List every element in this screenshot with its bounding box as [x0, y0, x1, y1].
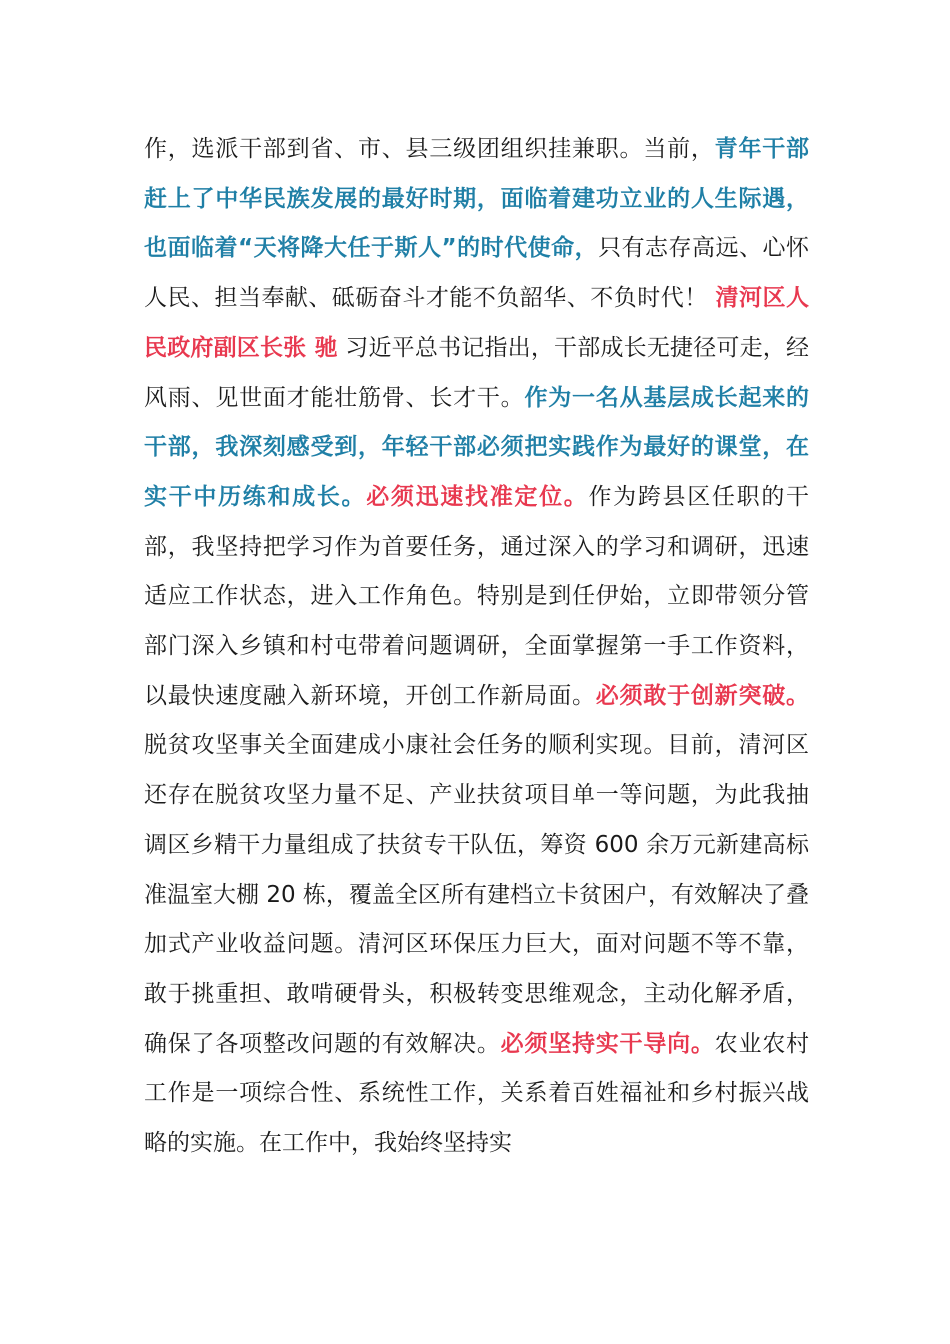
subheading-red: 必须迅速找准定位。 — [366, 483, 589, 510]
text-segment: 农业农村工作是一项综合性、系统性工作，关系着百姓福祉和乡村振兴战略的实施。在工作中，我始终坚持实 — [144, 1030, 810, 1157]
highlight-segment-blue: 作为一名从基层成长起来的干部，我深刻感受到，年轻干部必须把实践作为最好的课堂，在实干中历练和成长。 — [144, 384, 810, 510]
document-page — [144, 125, 809, 1169]
text-segment: 只有志存高远、心怀人民、担当奉献、砥砺奋斗才能不负韶华、不负时代！ — [144, 235, 810, 312]
subheading-red: 必须坚持实干导向。 — [500, 1030, 715, 1057]
body-paragraph — [144, 125, 809, 1169]
subheading-red: 必须敢于创新突破。 — [595, 682, 810, 709]
speaker-name: 清河区人民政府副区长张 驰 — [144, 285, 810, 361]
text-segment: 习近平总书记指出，干部成长无捷径可走，经风雨、见世面才能壮筋骨、长才干。 — [144, 334, 810, 411]
text-segment: 作为跨县区任职的干部，我坚持把学习作为首要任务，通过深入的学习和调研，迅速适应工作状态，进入工作角色。特别是到任伊始，立即带领分管部门深入乡镇和村屯带着问题调研，全面掌握第一手工作资料，以最快速度融入新环境，开创工作新局面。 — [144, 483, 810, 709]
highlight-segment-blue: 青年干部赶上了中华民族发展的最好时期，面临着建功立业的人生际遇，也面临着“天将降大任于斯人”的时代使命， — [144, 136, 810, 262]
text-segment: 作，选派干部到省、市、县三级团组织挂兼职。当前， — [144, 136, 715, 162]
text-segment: 脱贫攻坚事关全面建成小康社会任务的顺利实现。目前，清河区还存在脱贫攻坚力量不足、产业扶贫项目单一等问题，为此我抽调区乡精干力量组成了扶贫专干队伍，筹资 600 余万元新建高标准温室大棚 20 栋，覆盖全区所有建档立卡贫困户，有效解决了叠加式产业收益问题。清河区环保压力巨大，面对问题不等不靠，敢于挑重担、敢啃硬骨头，积极转变思维观念，主动化解矛盾，确保了各项整改问题的有效解决。 — [144, 732, 809, 1057]
